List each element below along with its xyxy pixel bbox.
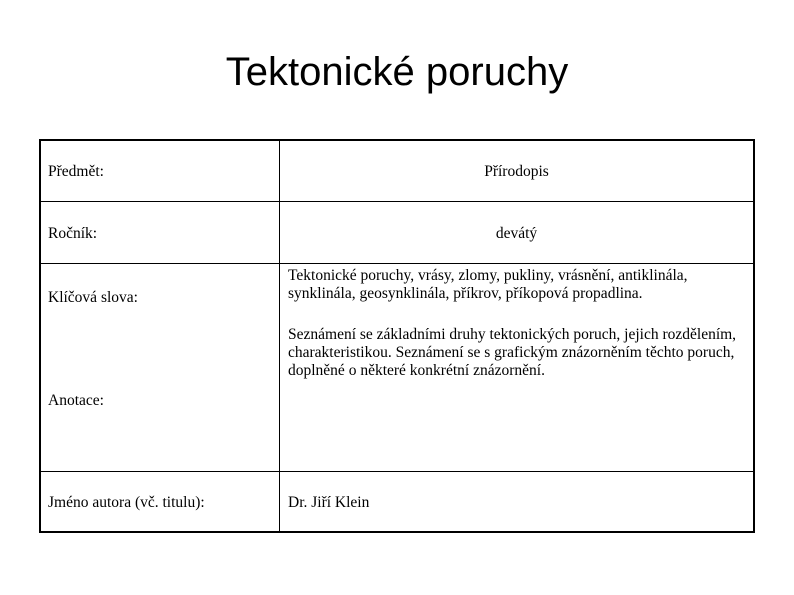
row-divider [41, 263, 753, 264]
keywords-label: Klíčová slova: [48, 289, 138, 306]
subject-value: Přírodopis [484, 163, 549, 180]
slide-title: Tektonické poruchy [225, 50, 569, 94]
annotation-label: Anotace: [48, 392, 104, 409]
keywords-value: Tektonické poruchy, vrásy, zlomy, pukliny, vrásnění, antiklinála, synklinála, geosynklinála, příkrov, příkopová propadlina. [288, 267, 688, 302]
annotation-value: Seznámení se základními druhy tektonických poruch, jejich rozdělením, charakteristikou. Seznámení se s grafickým znázorněním těchto poruch, doplněné o některé konkrétní znázornění. [288, 326, 737, 379]
row-divider [41, 471, 753, 472]
grade-label: Ročník: [48, 225, 98, 242]
info-table [39, 139, 755, 533]
grade-value: devátý [495, 225, 538, 242]
author-label: Jméno autora (vč. titulu): [48, 494, 205, 511]
author-value: Dr. Jiří Klein [288, 494, 370, 511]
subject-label: Předmět: [48, 163, 104, 180]
row-divider [41, 201, 753, 202]
column-divider [279, 141, 280, 531]
